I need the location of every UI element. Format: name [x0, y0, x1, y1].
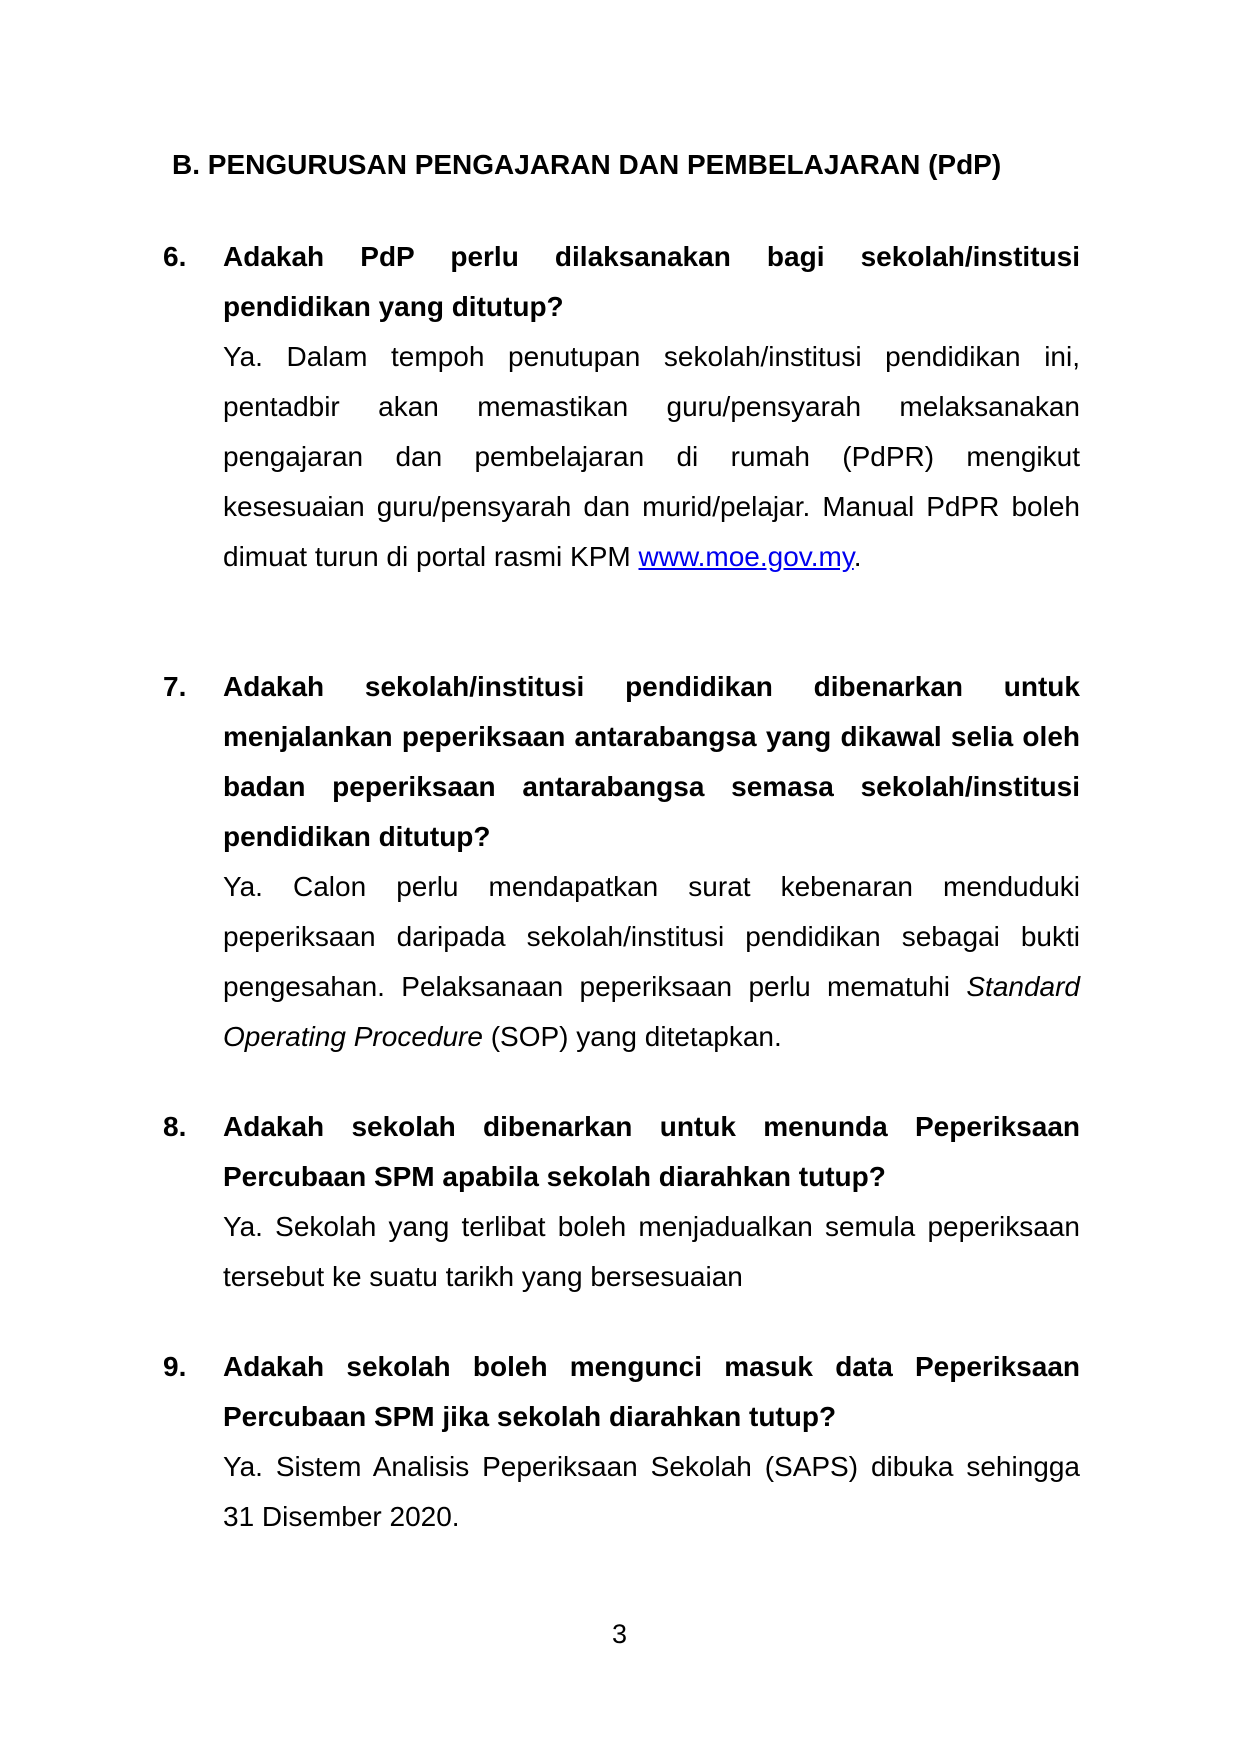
faq-list: [163, 232, 1080, 1542]
moe-portal-link[interactable]: www.moe.gov.my: [638, 541, 854, 572]
question-number: 8.: [163, 1111, 187, 1142]
answer-italic-segment: Standard Operating Procedure: [223, 971, 1080, 1052]
faq-item-body: [223, 662, 1080, 1062]
question-text: Adakah sekolah dibenarkan untuk menunda Peperiksaan Percubaan SPM apabila sekolah diarahkan tutup?: [223, 1111, 1080, 1192]
question-text: Adakah sekolah boleh mengunci masuk data Peperiksaan Percubaan SPM jika sekolah diarahkan tutup?: [223, 1351, 1080, 1432]
faq-item-body: [223, 232, 1080, 582]
faq-item-8: [163, 1102, 1080, 1302]
answer-text: [223, 332, 1080, 582]
faq-item-7: [163, 662, 1080, 1062]
faq-item-9: [163, 1342, 1080, 1542]
faq-item-6: [163, 232, 1080, 582]
page-number: 3: [611, 1619, 628, 1649]
question-number: 7.: [163, 671, 187, 702]
answer-text: Ya. Sistem Analisis Peperiksaan Sekolah (SAPS) dibuka sehingga 31 Disember 2020.: [223, 1451, 1080, 1532]
answer-text: Ya. Sekolah yang terlibat boleh menjadualkan semula peperiksaan tersebut ke suatu tarikh yang bersesuaian: [223, 1211, 1080, 1292]
answer-segment: Ya. Dalam tempoh penutupan sekolah/institusi pendidikan ini, pentadbir akan memastikan guru/pensyarah melaksanakan pengajaran dan pembelajaran di rumah (PdPR) mengikut kesesuaian guru/pensyarah dan murid/pelajar. Manual PdPR boleh dimuat turun di portal rasmi KPM: [223, 341, 1080, 572]
question-number: 6.: [163, 241, 187, 272]
answer-text: [223, 862, 1080, 1062]
question-number: 9.: [163, 1351, 187, 1382]
answer-segment: Ya. Calon perlu mendapatkan surat kebenaran menduduki peperiksaan daripada sekolah/institusi pendidikan sebagai bukti pengesahan. Pelaksanaan peperiksaan perlu mematuhi: [223, 871, 1080, 1002]
faq-item-body: [223, 1342, 1080, 1542]
question-text: Adakah PdP perlu dilaksanakan bagi sekolah/institusi pendidikan yang ditutup?: [223, 241, 1080, 322]
section-heading: B. PENGURUSAN PENGAJARAN DAN PEMBELAJARAN (PdP): [172, 149, 1002, 180]
answer-segment: (SOP) yang ditetapkan.: [482, 1021, 782, 1052]
answer-segment: .: [853, 541, 862, 572]
faq-item-body: [223, 1102, 1080, 1302]
question-text: Adakah sekolah/institusi pendidikan dibenarkan untuk menjalankan peperiksaan antarabangsa yang dikawal selia oleh badan peperiksaan antarabangsa semasa sekolah/institusi pendidikan ditutup?: [223, 671, 1080, 852]
